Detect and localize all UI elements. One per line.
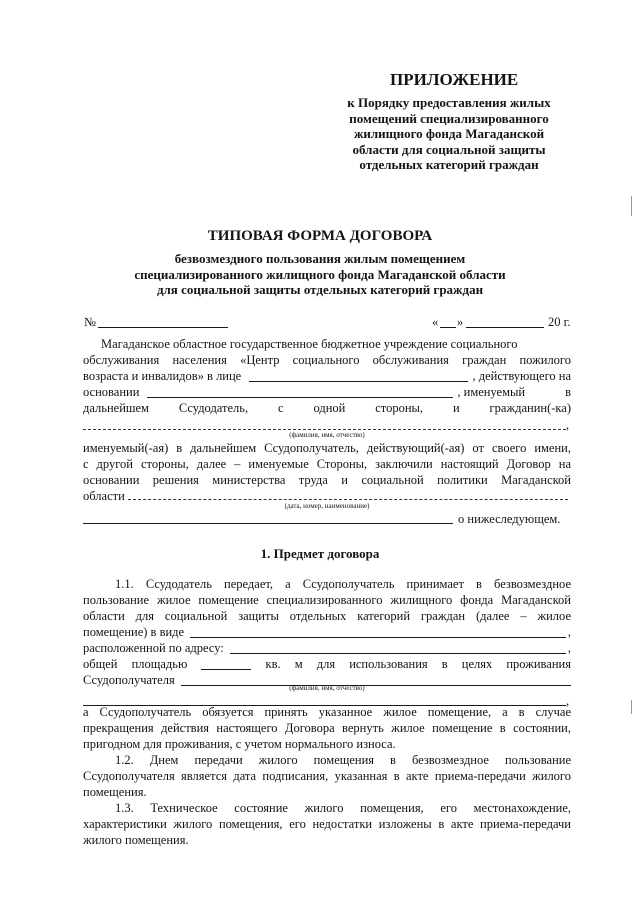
area-field[interactable] (201, 669, 251, 670)
basis-field[interactable] (147, 397, 453, 398)
appendix-title: ПРИЛОЖЕНИЕ (390, 70, 519, 89)
clause-1-1: области для социальной защиты отдельных категорий граждан (далее – жилое (83, 609, 571, 623)
borrower-line: Ссудополучателя (83, 673, 571, 689)
intro-line-basis: основании , именуемый в (83, 385, 571, 399)
clause-1-1: прекращения действия настоящего Договора вернуть жилое помещение в состоянии, (83, 721, 571, 735)
clause-1-3: 1.3. Техническое состояние жилого помещения, его местонахождение, (115, 801, 571, 815)
decision-field[interactable] (128, 499, 568, 500)
area-line: общей площадью кв. м для использования в целях проживания (83, 657, 571, 671)
section-title: 1. Предмет договора (260, 546, 380, 561)
intro-line: с другой стороны, далее – именуемые Стороны, заключили настоящий Договор на (83, 457, 571, 471)
contract-number-field[interactable] (98, 327, 228, 328)
date-month-field[interactable] (466, 327, 544, 328)
scan-artifact (631, 700, 632, 714)
clause-1-1: 1.1. Ссудодатель передает, а Ссудополучатель принимает в безвозмездное (115, 577, 571, 591)
date-day-field[interactable] (440, 327, 456, 328)
scan-artifact (631, 196, 632, 216)
clause-1-1: пригодном для проживания, с учетом нормального износа. (83, 737, 396, 751)
hint-fio: (фамилия, имя, отчество) (289, 431, 365, 439)
form-subtitle: безвозмездного пользования жилым помещением специализированного жилищного фонда Магаданской области для социальной защиты отдельных категорий граждан (134, 251, 506, 297)
intro-line: именуемый(-ая) в дальнейшем Ссудополучатель, действующий(-ая) от своего имени, (83, 441, 571, 455)
premises-type-line: помещение) в виде , (83, 625, 571, 639)
comma: , (566, 694, 570, 708)
intro-line-lender: дальнейшем Ссудодатель, с одной стороны, и гражданин(-ка) (83, 401, 571, 415)
clause-1-2: 1.2. Днем передачи жилого помещения в безвозмездное пользование (115, 753, 571, 767)
comma: , (566, 418, 570, 432)
borrower-name-field[interactable] (83, 429, 566, 430)
form-title: ТИПОВАЯ ФОРМА ДОГОВОРА (207, 228, 433, 244)
intro-line-representative: возраста и инвалидов» в лице , действующего на (83, 369, 571, 383)
clause-1-3: жилого помещения. (83, 833, 189, 847)
premises-type-field[interactable] (190, 637, 566, 638)
clause-1-2: Ссудополучателя является дата подписания, указанная в акте приема-передачи жилого (83, 769, 571, 783)
contract-number-label: № (84, 315, 96, 329)
intro-line: Магаданское областное государственное бюджетное учреждение социального (101, 337, 518, 351)
year-label: 20 г. (548, 315, 571, 329)
intro-line: обслуживания населения «Центр социального обслуживания граждан пожилого (83, 353, 571, 367)
appendix-subtitle: к Порядку предоставления жилых помещений специализированного жилищного фонда Магаданской области для социальной защиты отдельных категорий граждан (347, 95, 551, 172)
address-line: расположенной по адресу: , (83, 641, 571, 655)
date-close-quote: » (457, 315, 464, 329)
hint-fio: (фамилия, имя, отчество) (289, 684, 365, 692)
clause-1-2: помещения. (83, 785, 147, 799)
intro-closing: о нижеследующем. (458, 512, 561, 526)
date-open-quote: « (432, 315, 439, 329)
intro-line: основании решения министерства труда и социальной политики Магаданской (83, 473, 571, 487)
decision-field-continued[interactable] (83, 523, 453, 524)
intro-line-region: области (83, 489, 125, 503)
address-field[interactable] (230, 653, 566, 654)
hint-doc: (дата, номер, наименование) (284, 502, 370, 510)
representative-field[interactable] (249, 381, 468, 382)
clause-1-3: характеристики жилого помещения, его недостатки изложены в акте приема-передачи (83, 817, 571, 831)
clause-1-1: а Ссудополучатель обязуется принять указанное жилое помещение, а в случае (83, 705, 571, 719)
clause-1-1: пользование жилое помещение специализированного жилищного фонда Магаданской (83, 593, 571, 607)
